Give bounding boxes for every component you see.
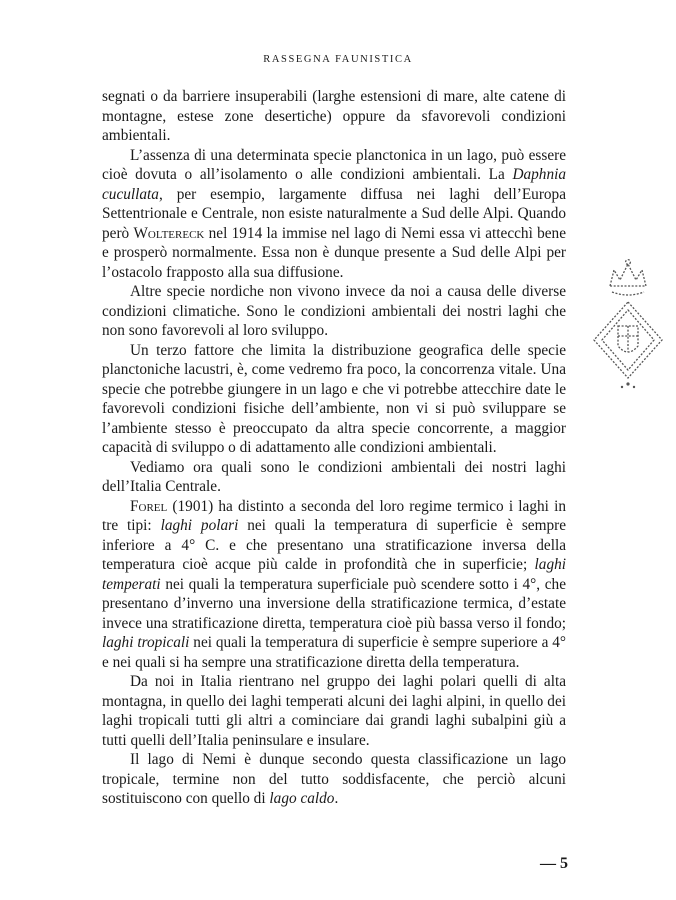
text-run: , per esempio, largamente diffusa nei laghi dell’Europa Settentrionale e Centrale, non esiste naturalmente a Sud delle Alpi. Quando però xyxy=(102,185,566,242)
text-run: Il lago di Nemi è dunque secondo questa classificazione un lago tropicale, termine non del tutto soddisfacente, che perciò alcuni sostituiscono con quello di xyxy=(102,751,566,807)
text-run: Da noi in Italia rientrano nel gruppo dei laghi polari quelli di alta montagna, in quello dei laghi temperati alcuni dei laghi alpini, in quello dei laghi tropicali tutti gli altri a cominciare dai grandi laghi subalpini giù a tutti quelli dell’Italia peninsulare e insulare. xyxy=(102,673,566,749)
page-number: — 5 xyxy=(540,855,568,872)
body-text xyxy=(102,87,566,809)
text-run: nei quali la temperatura superficiale può scendere sotto i 4°, che presentano d’inverno una inversione della stratificazione termica, d’estate invece una stratificazione diretta, temperatura cioè più bassa verso il fondo; xyxy=(102,575,566,632)
italic-term: laghi tropicali xyxy=(102,634,190,651)
paragraph xyxy=(102,458,566,497)
text-run: segnati o da barriere insuperabili (larghe estensioni di mare, alte catene di montagne, estese zone desertiche) oppure da sfavorevoli condizioni ambientali. xyxy=(102,88,566,144)
paragraph xyxy=(102,750,566,809)
paragraph xyxy=(102,672,566,750)
text-run: Vediamo ora quali sono le condizioni ambientali dei nostri laghi dell’Italia Centrale. xyxy=(102,458,566,495)
paragraph xyxy=(102,146,566,283)
text-run: . xyxy=(334,790,339,807)
text-run: Un terzo fattore che limita la distribuzione geografica delle specie planctoniche lacustri, è, come vedremo fra poco, la concorrenza vitale. Una specie che potrebbe giungere in un lago e che vi potrebbe attecchire date le favorevoli condizioni fisiche dell’ambiente, non vi si può sviluppare se l’ambiente stesso è preoccupato da altra specie concorrente, a maggior capacità di sviluppo o di adattamento alle condizioni ambientali. xyxy=(102,341,566,456)
paragraph xyxy=(102,282,566,341)
author-name: Woltereck xyxy=(133,224,205,242)
italic-term: Daphnia cucullata xyxy=(102,166,566,203)
italic-term: laghi temperati xyxy=(102,556,566,593)
italic-term: laghi polari xyxy=(160,517,239,534)
paragraph xyxy=(102,341,566,458)
text-run: (1901) ha distinto a seconda del loro regime termico i laghi in tre tipi: xyxy=(102,497,566,534)
text-run: L’assenza di una determinata specie planctonica in un lago, può essere cioè dovuta o all’isolamento o alle condizioni ambientali. La xyxy=(102,146,566,183)
text-run: nel 1914 la immise nel lago di Nemi essa vi attecchì bene e prosperò normalmente. Essa non è dunque presente a Sud delle Alpi per l’ostacolo frapposto alla sua diffusione. xyxy=(102,224,566,281)
paragraph xyxy=(102,497,566,673)
running-header: RASSEGNA FAUNISTICA xyxy=(263,54,413,65)
library-stamp-icon xyxy=(588,256,668,396)
text-run: nei quali la temperatura di superficie è sempre inferiore a 4° C. e che presentano una stratificazione inversa della temperatura cioè acque più calde in profondità che in superficie; xyxy=(102,517,567,573)
author-name: Forel xyxy=(130,497,168,515)
paragraph xyxy=(102,87,566,146)
italic-term: lago caldo xyxy=(269,790,335,807)
text-run: nei quali la temperatura di superficie è sempre superiore a 4° e nei quali si ha sempre una stratificazione diretta della temperatura. xyxy=(102,634,566,671)
text-run: Altre specie nordiche non vivono invece da noi a causa delle diverse condizioni climatiche. Sono le condizioni ambientali dei nostri laghi che non sono favorevoli al loro sviluppo. xyxy=(102,283,566,339)
